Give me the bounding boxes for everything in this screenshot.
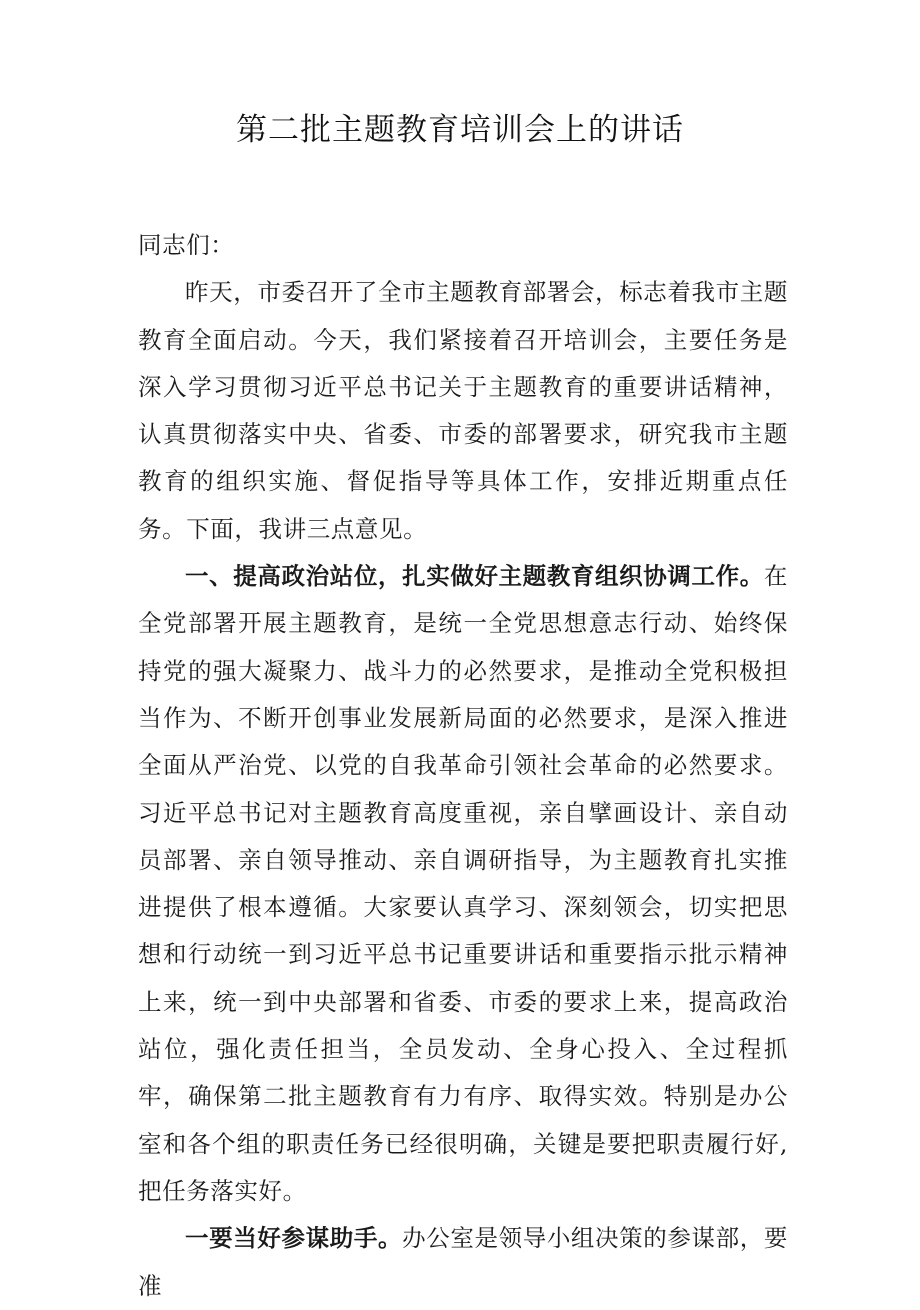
salutation: 同志们： xyxy=(138,231,235,259)
section-heading: 一、提高政治站位，扎实做好主题教育组织协调工作。 xyxy=(185,562,764,591)
subsection-heading: 一要当好参谋助手。 xyxy=(185,1224,403,1253)
paragraph-section-one xyxy=(138,553,788,1215)
paragraph-text: 办公室是领导小组决策的参谋部，要准 xyxy=(138,1224,788,1300)
paragraph-text: 昨天，市委召开了全市主题教育部署会，标志着我市主题教育全面启动。今天，我们紧接着召开培训会，主要任务是深入学习贯彻习近平总书记关于主题教育的重要讲话精神，认真贯彻落实中央、省委、市委的部署要求，研究我市主题教育的组织实施、督促指导等具体工作，安排近期重点任务。下面，我讲三点意见。 xyxy=(138,278,788,543)
paragraph-opening xyxy=(138,269,788,553)
paragraph-subsection-one xyxy=(138,1215,788,1310)
document-title: 第二批主题教育培训会上的讲话 xyxy=(236,112,684,148)
paragraph-text: 在全党部署开展主题教育，是统一全党思想意志行动、始终保持党的强大凝聚力、战斗力的必然要求，是推动全党积极担当作为、不断开创事业发展新局面的必然要求，是深入推进全面从严治党、以党的自我革命引领社会革命的必然要求。习近平总书记对主题教育高度重视，亲自擘画设计、亲自动员部署、亲自领导推动、亲自调研指导，为主题教育扎实推进提供了根本遵循。大家要认真学习、深刻领会，切实把思想和行动统一到习近平总书记重要讲话和重要指示批示精神上来，统一到中央部署和省委、市委的要求上来，提高政治站位，强化责任担当，全员发动、全身心投入、全过程抓牢，确保第二批主题教育有力有序、取得实效。特别是办公室和各个组的职责任务已经很明确，关键是要把职责履行好,把任务落实好。 xyxy=(138,562,788,1205)
document-body xyxy=(138,222,788,1310)
